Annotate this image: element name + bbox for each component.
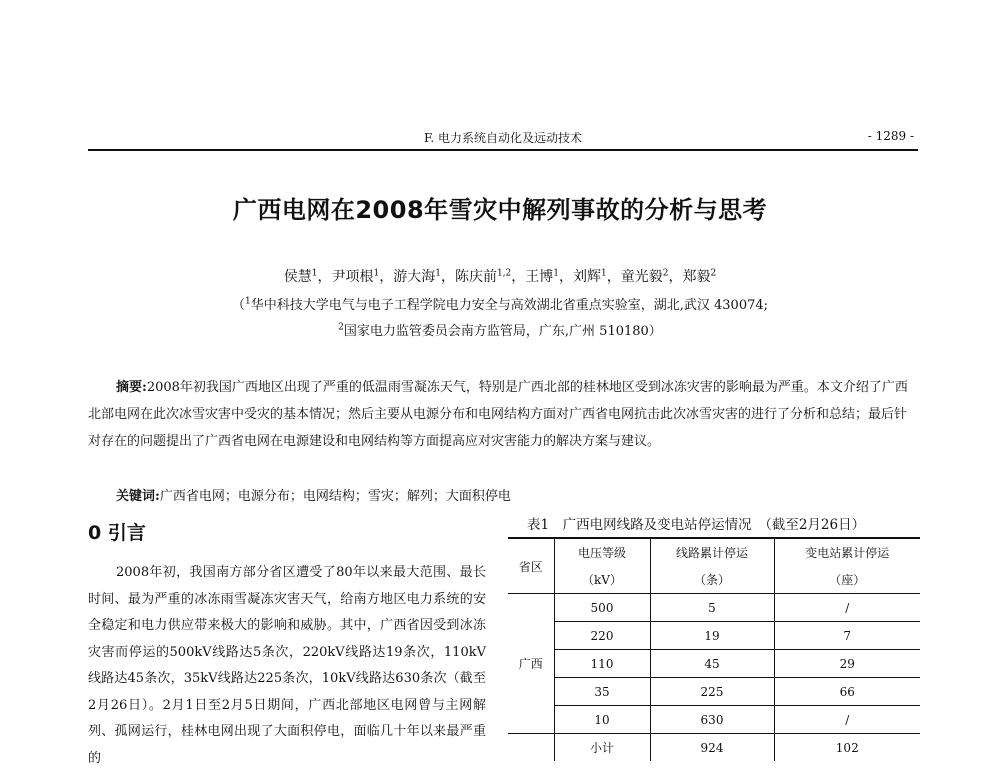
author-name: 侯慧 xyxy=(283,269,312,285)
table-row xyxy=(508,622,920,650)
author-name: 童光毅 xyxy=(620,269,663,285)
voltage-cell: 500 xyxy=(554,594,650,622)
author-affiliation-mark: 1 xyxy=(435,268,441,279)
subs-cell: 66 xyxy=(774,678,920,706)
author-name: 王博 xyxy=(525,269,554,285)
subs-cell: 7 xyxy=(774,622,920,650)
lines-cell: 45 xyxy=(650,650,774,678)
voltage-cell: 110 xyxy=(554,650,650,678)
affiliation-2 xyxy=(0,320,1000,339)
paper-title: 广西电网在2008年雪灾中解列事故的分析与思考 xyxy=(232,196,768,224)
region-cell: 广西 xyxy=(518,657,543,671)
lines-cell: 19 xyxy=(650,622,774,650)
header-lines-unit: （条） xyxy=(693,573,730,587)
total-subs: 102 xyxy=(774,734,920,762)
page-number: - 1289 - xyxy=(867,129,914,143)
author-affiliation-mark: 2 xyxy=(662,268,669,279)
keywords-label: 关键词: xyxy=(116,489,160,504)
total-empty-cell xyxy=(508,734,554,762)
total-label: 小计 xyxy=(554,734,650,762)
affiliation-1-sup: 1 xyxy=(245,296,251,307)
lines-cell: 5 xyxy=(650,594,774,622)
subs-cell: / xyxy=(774,706,920,734)
keywords xyxy=(116,485,511,504)
affiliation-1-text: 华中科技大学电气与电子工程学院电力安全与高效湖北省重点实验室，湖北,武汉 430074; xyxy=(250,298,769,313)
outage-table xyxy=(508,537,920,761)
table-row xyxy=(508,650,920,678)
author-name: 刘辉 xyxy=(573,269,602,285)
subs-cell: 29 xyxy=(774,650,920,678)
header-region: 省区 xyxy=(508,538,554,594)
header-voltage xyxy=(554,538,650,594)
author-name: 尹项根 xyxy=(331,269,374,285)
header-lines xyxy=(650,538,774,594)
header-lines-label: 线路累计停运 xyxy=(675,546,748,560)
lines-cell: 630 xyxy=(650,706,774,734)
header-voltage-unit: （kV） xyxy=(582,573,622,587)
voltage-cell: 35 xyxy=(554,678,650,706)
introduction-paragraph: 2008年初，我国南方部分省区遭受了80年以来最大范围、最长时间、最为严重的冰冻雨雪凝冻灾害天气，给南方地区电力系统的安全稳定和电力供应带来极大的影响和威胁。其中，广西省因受到冰冻灾害而停运的500kV线路达5条次，220kV线路达19条次，110kV线路达45条次，35kV线路达225条次，10kV线路达630条次（截至2月26日）。2月1日至2月5日期间，广西北部地区电网曾与主网解列、孤网运行，桂林电网出现了大面积停电，面临几十年以来最严重的 xyxy=(88,565,486,766)
total-lines: 924 xyxy=(650,734,774,762)
affiliation-2-sup: 2 xyxy=(338,322,344,333)
abstract xyxy=(88,374,918,455)
table-row xyxy=(508,706,920,734)
header-subs xyxy=(774,538,920,594)
keywords-text: 广西省电网；电源分布；电网结构；雪灾；解列；大面积停电 xyxy=(159,489,511,504)
author-affiliation-mark: 1 xyxy=(601,268,607,279)
voltage-cell: 220 xyxy=(554,622,650,650)
table-total-row xyxy=(508,734,920,762)
table-row xyxy=(508,594,920,622)
subs-cell: / xyxy=(774,594,920,622)
lines-cell: 225 xyxy=(650,678,774,706)
table-header-row xyxy=(508,538,920,594)
section-heading-introduction: 0 引言 xyxy=(88,522,146,544)
abstract-label: 摘要: xyxy=(116,380,147,395)
header-subs-label: 变电站累计停运 xyxy=(805,546,890,560)
header-subs-unit: （座） xyxy=(829,573,866,587)
table-caption: 表1 广西电网线路及变电站停运情况 （截至2月26日） xyxy=(527,517,866,533)
author-list: 侯慧$^1$，尹项根$^1$，游大海$^1$，陈庆前$^{1,2}$，王博$^1$，刘辉$^1$，童光毅$^2$，郑毅$^2$ xyxy=(283,268,717,285)
affiliation-2-text: 国家电力监管委员会南方监管局，广东,广州 510180） xyxy=(343,324,662,339)
author-name: 陈庆前 xyxy=(454,269,497,285)
author-affiliation-mark: 2 xyxy=(710,268,717,279)
table-row xyxy=(508,678,920,706)
author-affiliation-mark: 1 xyxy=(373,268,380,279)
author-name: 郑毅 xyxy=(682,269,711,285)
voltage-cell: 10 xyxy=(554,706,650,734)
journal-section-name: F. 电力系统自动化及远动技术 xyxy=(423,131,583,145)
abstract-text: 2008年初我国广西地区出现了严重的低温雨雪凝冻天气，特别是广西北部的桂林地区受到冰冻灾害的影响最为严重。本文介绍了广西北部电网在此次冰雪灾害中受灾的基本情况；然后主要从电源分布和电网结构方面对广西省电网抗击此次冰雪灾害的进行了分析和总结；最后针对存在的问题提出了广西省电网在电源建设和电网结构等方面提高应对灾害能力的解决方案与建议。 xyxy=(88,380,908,449)
author-affiliation-mark: 1 xyxy=(553,268,560,279)
author-affiliation-mark: 1,2 xyxy=(496,268,512,279)
author-affiliation-mark: 1 xyxy=(311,268,318,279)
author-name: 游大海 xyxy=(393,269,436,285)
affiliation-1: （$^1$华中科技大学电气与电子工程学院电力安全与高效湖北省重点实验室，湖北,武汉 430074; xyxy=(231,296,769,313)
header-voltage-label: 电压等级 xyxy=(577,546,626,560)
running-header xyxy=(88,127,918,151)
